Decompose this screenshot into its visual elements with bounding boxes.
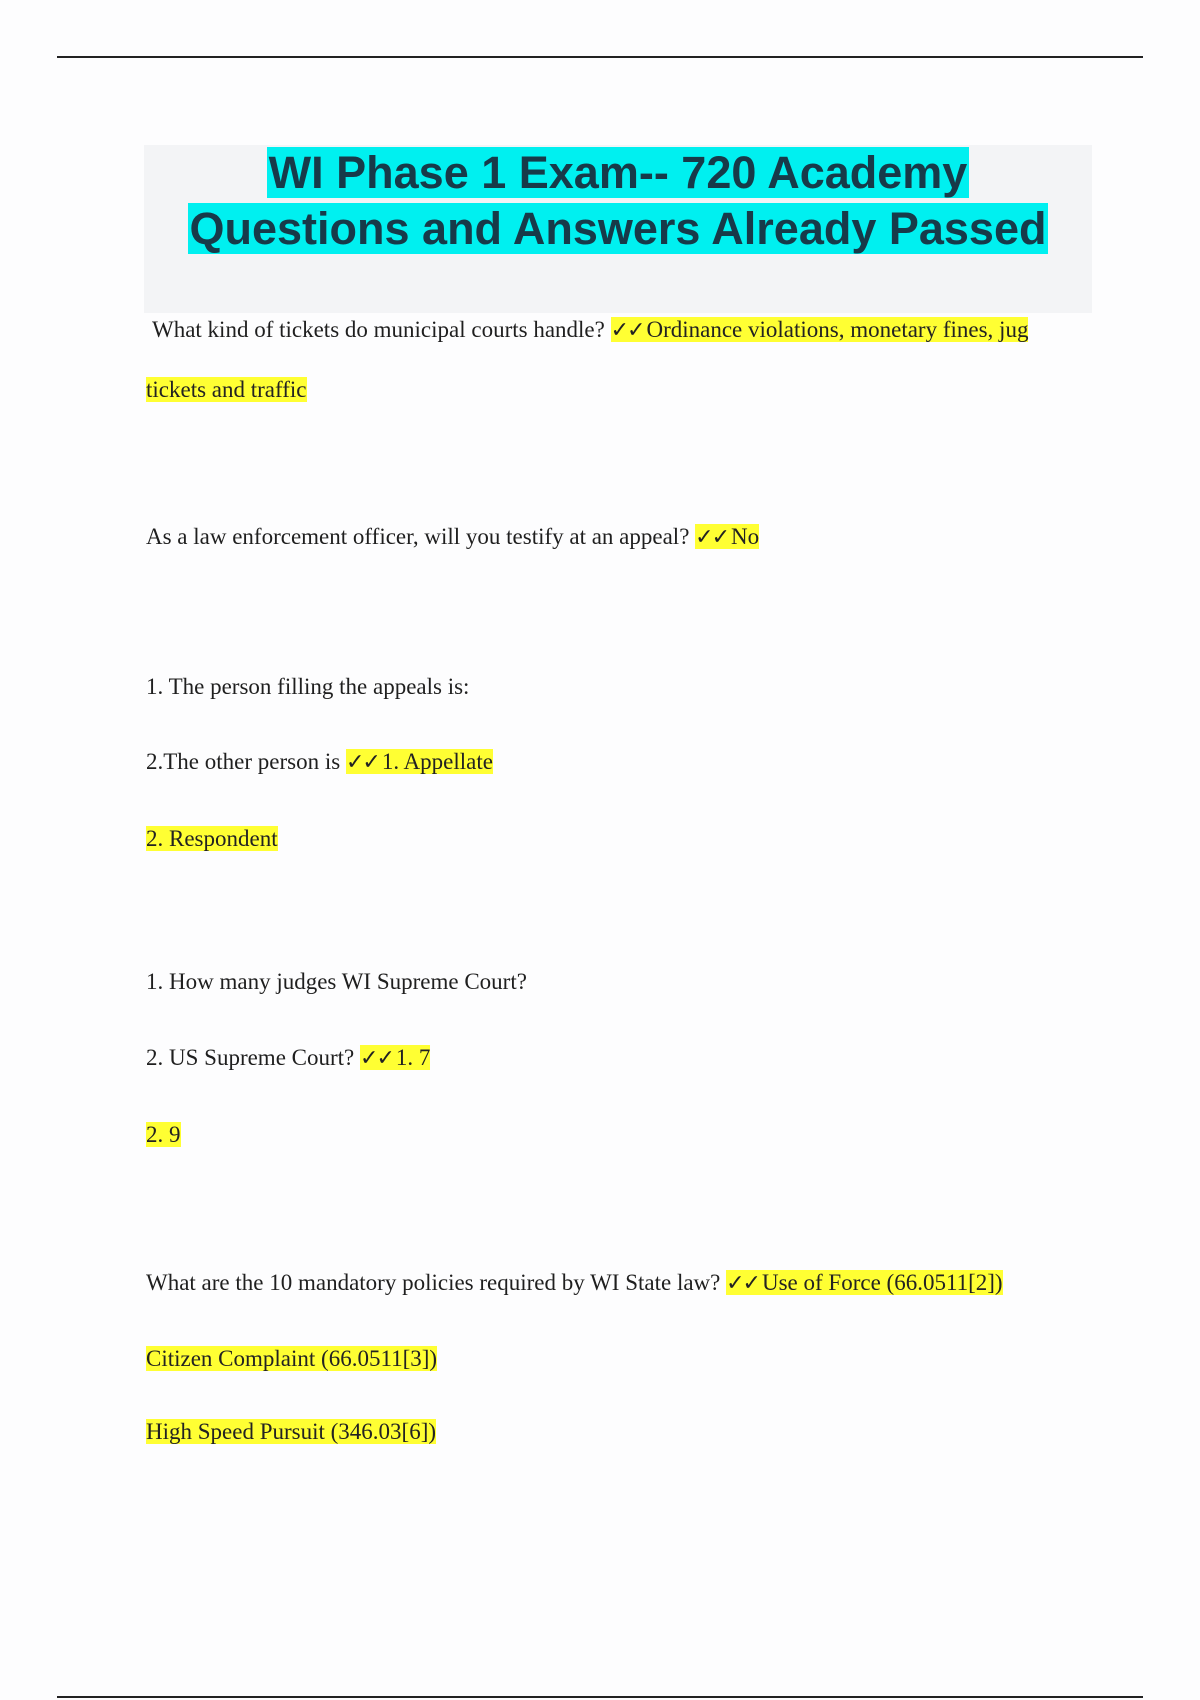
qa-5-line-3 xyxy=(146,1415,436,1449)
checkmark-icon: ✓✓ xyxy=(695,525,729,550)
document-title xyxy=(144,145,1092,257)
qa-4-answer xyxy=(360,1045,430,1070)
qa-1-question: What kind of tickets do municipal courts handle? xyxy=(152,317,605,342)
qa-4-answer-line-2: 2. 9 xyxy=(146,1122,181,1147)
footer-rule xyxy=(57,1696,1143,1698)
qa-3-answer-line-2: 2. Respondent xyxy=(146,826,278,851)
qa-4-line-3 xyxy=(146,1118,181,1152)
checkmark-icon: ✓✓ xyxy=(726,1271,759,1296)
qa-5-answer-line-1: Use of Force (66.0511[2]) xyxy=(762,1270,1003,1295)
qa-5-question: What are the 10 mandatory policies required by WI State law? xyxy=(146,1270,721,1295)
qa-4-line-2 xyxy=(146,1041,430,1076)
qa-1-line-1 xyxy=(152,313,1028,348)
qa-5-answer xyxy=(726,1270,1002,1295)
qa-1-answer-line-1: Ordinance violations, monetary fines, jug xyxy=(646,317,1029,342)
qa-2-question: As a law enforcement officer, will you testify at an appeal? xyxy=(146,524,690,549)
title-line-1: WI Phase 1 Exam-- 720 Academy xyxy=(268,147,968,198)
qa-1-answer-line-2: tickets and traffic xyxy=(146,377,307,402)
qa-3-answer-line-1: 1. Appellate xyxy=(381,749,493,774)
qa-1-answer xyxy=(611,317,1029,342)
qa-2-line-1 xyxy=(146,520,759,555)
checkmark-icon: ✓✓ xyxy=(610,318,644,343)
qa-4-answer-line-1: 1. 7 xyxy=(395,1045,431,1070)
title-line-2: Questions and Answers Already Passed xyxy=(189,203,1047,254)
qa-3-line-2 xyxy=(146,745,493,780)
qa-5-line-1 xyxy=(146,1266,1003,1301)
qa-5-line-2 xyxy=(146,1342,437,1376)
checkmark-icon: ✓✓ xyxy=(360,1046,393,1071)
qa-3-question-line-2: 2.The other person is xyxy=(146,749,341,774)
qa-3-answer xyxy=(346,749,493,774)
qa-3-line-1 xyxy=(146,670,469,704)
qa-2-answer-line-1: No xyxy=(731,524,760,549)
checkmark-icon: ✓✓ xyxy=(345,750,379,775)
qa-4-line-1 xyxy=(146,965,527,999)
qa-5-answer-line-2: Citizen Complaint (66.0511[3]) xyxy=(146,1346,438,1371)
qa-1-line-2 xyxy=(146,373,307,407)
qa-2-answer xyxy=(695,524,759,549)
qa-5-answer-line-3: High Speed Pursuit (346.03[6]) xyxy=(146,1419,437,1444)
qa-3-question-line-1: 1. The person filling the appeals is: xyxy=(146,674,470,699)
qa-4-question-line-1: 1. How many judges WI Supreme Court? xyxy=(146,969,527,994)
header-rule xyxy=(57,56,1143,58)
qa-4-question-line-2: 2. US Supreme Court? xyxy=(146,1045,355,1070)
qa-3-line-3 xyxy=(146,822,278,856)
